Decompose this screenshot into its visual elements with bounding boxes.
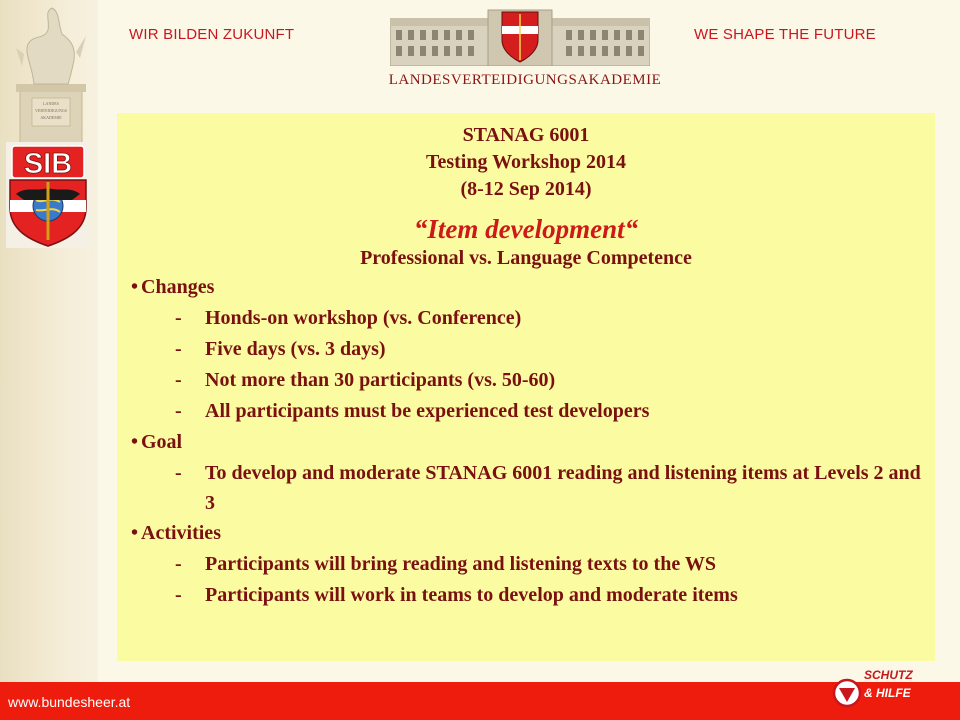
slide-subtitle: Professional vs. Language Competence (360, 247, 692, 269)
list-item: - Participants will bring reading and listening texts to the WS (117, 549, 935, 580)
monument-image (14, 4, 88, 154)
slide-title: “Item development“ (413, 214, 639, 244)
list-item: - Five days (vs. 3 days) (117, 334, 935, 365)
academy-building-image (390, 6, 650, 66)
slogan-german: WIR BILDEN ZUKUNFT (129, 26, 295, 43)
list-item: - All participants must be experienced test developers (117, 396, 935, 427)
sib-logo (6, 142, 90, 248)
heading-line: Testing Workshop 2014 (425, 151, 627, 173)
svg-text:VERTEIDIGUNGS: VERTEIDIGUNGS (35, 108, 67, 113)
list-item: - Honds-on workshop (vs. Conference) (117, 303, 935, 334)
svg-text:LANDES: LANDES (43, 101, 59, 106)
heading-line: STANAG 6001 (462, 124, 590, 146)
section-label-goal: • Goal (121, 427, 935, 458)
sib-logo-text: SIB (23, 148, 73, 180)
website-link[interactable]: www.bundesheer.at (8, 694, 131, 710)
footer-bar (0, 682, 960, 720)
section-label-activities: • Activities (121, 518, 935, 549)
section-label-changes: • Changes (121, 272, 935, 303)
schutz-label: SCHUTZ (864, 668, 913, 682)
hilfe-label: & HILFE (864, 686, 911, 700)
heading-line: (8-12 Sep 2014) (460, 178, 592, 200)
svg-text:AKADEMIE: AKADEMIE (40, 115, 62, 120)
list-item: - To develop and moderate STANAG 6001 reading and listening items at Levels 2 and 3 (117, 458, 935, 518)
slogan-english: WE SHAPE THE FUTURE (694, 26, 876, 43)
slide-content-box (117, 113, 935, 661)
schutz-hilfe-logo-icon (832, 678, 862, 708)
list-item: - Not more than 30 participants (vs. 50-60) (117, 365, 935, 396)
list-item: - Participants will work in teams to develop and moderate items (117, 580, 935, 611)
academy-name: LANDESVERTEIDIGUNGSAKADEMIE (388, 72, 662, 88)
